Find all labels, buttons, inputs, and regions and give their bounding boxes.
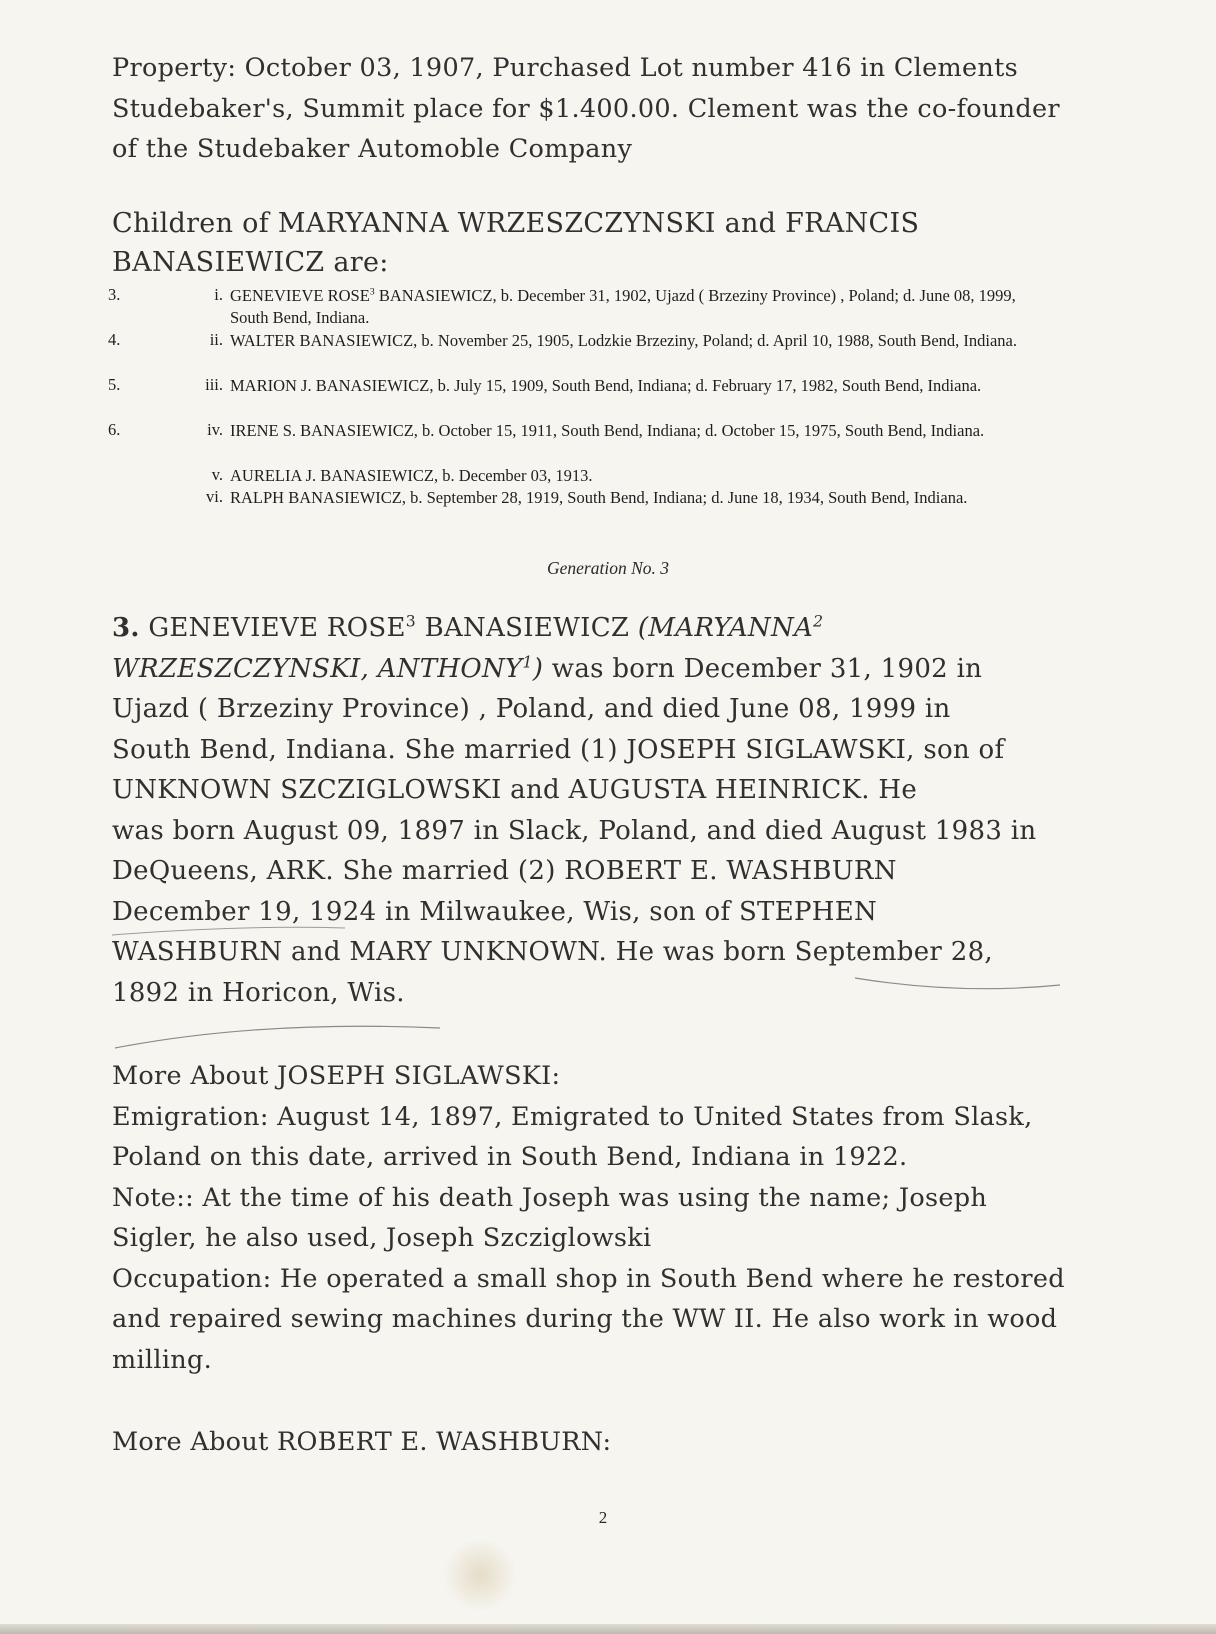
- children-heading-line: BANASIEWICZ are:: [112, 246, 389, 278]
- child-roman: ii.: [209, 330, 223, 349]
- more-about-line: Sigler, he also used, Joseph Szcziglowski: [112, 1223, 652, 1253]
- entry-line: South Bend, Indiana. She married (1) JOSEPH SIGLAWSKI, son of: [112, 734, 1005, 765]
- more-about-line: milling.: [112, 1344, 213, 1375]
- pen-underline: [112, 927, 345, 935]
- child-name: MARION J. BANASIEWICZ: [230, 376, 430, 395]
- entry-name: GENEVIEVE ROSE: [148, 613, 406, 643]
- entry-line: 1892 in Horicon, Wis.: [112, 977, 405, 1008]
- child-details: , b. December 03, 1913.: [433, 466, 593, 485]
- entry-line: Ujazd ( Brzeziny Province) , Poland, and died June 08, 1999 in: [112, 694, 951, 724]
- entry-line: DeQueens, ARK. She married (2) ROBERT E. WASHBURN: [112, 856, 897, 886]
- entry-surname: BANASIEWICZ: [424, 613, 630, 643]
- property-line: Studebaker's, Summit place for $1.400.00. Clement was the co-founder: [112, 93, 1060, 124]
- more-about-line: More About ROBERT E. WASHBURN:: [112, 1427, 612, 1457]
- pen-underline: [855, 978, 1060, 989]
- entry-line: December 19, 1924 in Milwaukee, Wis, son of STEPHEN: [112, 896, 878, 927]
- more-about-line: Poland on this date, arrived in South Bend, Indiana in 1922.: [112, 1142, 908, 1172]
- child-details: , b. September 28, 1919, South Bend, Indiana; d. June 18, 1934, South Bend, Indiana.: [401, 488, 968, 507]
- more-about-line: Emigration: August 14, 1897, Emigrated to United States from Slask,: [112, 1101, 1033, 1132]
- child-name: RALPH BANASIEWICZ: [230, 488, 402, 507]
- child-details: , b. October 15, 1911, South Bend, Indiana; d. October 15, 1975, South Bend, Indiana.: [413, 421, 985, 440]
- entry-line: WASHBURN and MARY UNKNOWN. He was born September 28,: [112, 937, 993, 967]
- child-name: AURELIA J. BANASIEWICZ: [230, 466, 434, 485]
- entry-parent-mother: (MARYANNA: [637, 613, 814, 643]
- child-details: , b. November 25, 1905, Lodzkie Brzeziny, Poland; d. April 10, 1988, South Bend, Indiana.: [413, 331, 1018, 350]
- entry-text: was born December 31, 1902 in: [543, 653, 983, 684]
- entry-parent-line-sup: 1: [522, 652, 533, 671]
- generation-heading: Generation No. 3: [546, 558, 669, 578]
- children-heading-line: Children of MARYANNA WRZESZCZYNSKI and FRANCIS: [112, 208, 920, 239]
- more-about-line: Occupation: He operated a small shop in South Bend where he restored: [112, 1263, 1065, 1294]
- property-line: of the Studebaker Automoble Company: [112, 134, 633, 164]
- child-number: 5.: [108, 375, 121, 394]
- paper-stain: [440, 1540, 520, 1610]
- child-name: GENEVIEVE ROSE: [230, 286, 370, 305]
- child-name: WALTER BANASIEWICZ: [230, 331, 414, 350]
- child-details: , b. July 15, 1909, South Bend, Indiana; d. February 17, 1982, South Bend, Indiana.: [429, 376, 982, 395]
- entry-line: was born August 09, 1897 in Slack, Poland, and died August 1983 in: [112, 815, 1037, 846]
- child-roman: i.: [214, 285, 223, 304]
- more-about-line: Note:: At the time of his death Joseph was using the name; Joseph: [112, 1182, 988, 1213]
- child-roman: iv.: [207, 420, 223, 439]
- child-number: 4.: [108, 330, 121, 349]
- page-number: 2: [598, 1508, 608, 1527]
- child-roman: iii.: [205, 375, 223, 394]
- entry-parent-line: WRZESZCZYNSKI, ANTHONY: [112, 653, 523, 684]
- child-number: 3.: [108, 285, 121, 304]
- entry-parents-close: ): [532, 653, 544, 684]
- child-roman: vi.: [206, 487, 223, 506]
- scan-edge: [0, 1624, 1216, 1634]
- child-name: IRENE S. BANASIEWICZ: [230, 421, 414, 440]
- pen-underline: [115, 1026, 440, 1048]
- entry-parent-mother-sup: 2: [813, 612, 824, 631]
- property-line: Property: October 03, 1907, Purchased Lot number 416 in Clements: [112, 53, 1019, 83]
- more-about-line: More About JOSEPH SIGLAWSKI:: [112, 1061, 561, 1091]
- child-generation-sup: 3: [369, 286, 375, 298]
- entry-number: 3.: [112, 613, 140, 643]
- entry-line: UNKNOWN SZCZIGLOWSKI and AUGUSTA HEINRICK. He: [112, 775, 918, 805]
- child-details: BANASIEWICZ, b. December 31, 1902, Ujazd ( Brzeziny Province) , Poland; d. June 08, 1999, South Bend, Indiana.: [230, 286, 1016, 327]
- child-number: 6.: [108, 420, 121, 439]
- more-about-line: and repaired sewing machines during the WW II. He also work in wood: [112, 1304, 1058, 1334]
- entry-name-sup: 3: [405, 612, 416, 631]
- child-roman: v.: [211, 465, 223, 484]
